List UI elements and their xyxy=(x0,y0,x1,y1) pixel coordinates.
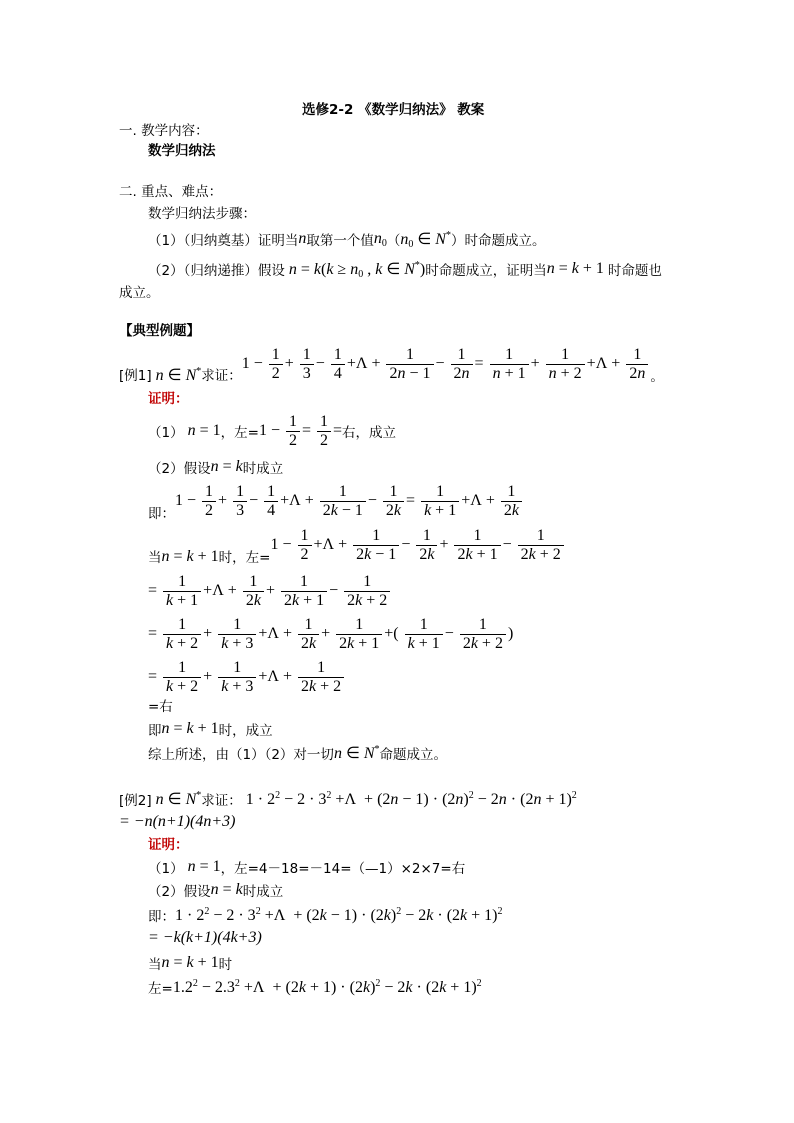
step2-text-b: 时命题成立，证明当 xyxy=(425,263,547,279)
math-base-case: 1 − $\frac{1}{2}$ = $\frac{1}{2}$ = xyxy=(258,412,343,449)
math-n-eq-k1-c: n = k + 1 xyxy=(161,954,219,971)
example2-step2 xyxy=(148,879,283,901)
summary-text-b: 命题成立。 xyxy=(379,747,448,763)
step1-line xyxy=(148,228,545,250)
ex2-step2-suffix: 时成立 xyxy=(242,884,284,900)
step2-line xyxy=(148,258,662,280)
ex2-ji-label: 即： xyxy=(148,909,175,925)
example1-derivation-1 xyxy=(148,570,392,612)
document-title: 选修2-2 《数学归纳法》 教案 xyxy=(302,102,485,118)
example2-lhs-line xyxy=(148,976,482,998)
math-derivation-1: = $\frac{1}{k + 1}$ +Λ + $\frac{1}{2k}$ + $\frac{1}{2k + 1}$ − $\frac{1}{2k + 2}$ xyxy=(148,573,392,610)
example1-eq-right: =右 xyxy=(148,699,173,715)
math-n-eq-k1-b: n = k + 1 xyxy=(161,720,219,737)
example1-prove: 求证： xyxy=(201,368,242,384)
math-n-eq-1-b: n = 1 xyxy=(187,858,221,875)
example2-step1 xyxy=(148,856,465,878)
example1-derivation-2 xyxy=(148,613,513,655)
math-inductive-lhs: 1 − $\frac{1}{2}$ +Λ + $\frac{1}{2k - 1}$ − $\frac{1}{2k}$ + $\frac{1}{2k + 1}$ − $\frac{1}{2k + 2}$ xyxy=(270,527,565,564)
step2-text-c: 时命题也 xyxy=(607,263,662,279)
section2-heading: 二. 重点、难点： xyxy=(119,184,223,200)
section1-content: 数学归纳法 xyxy=(148,143,216,159)
math-example2-lhs: $1 \cdot 2^2 - 2 \cdot 3^2 +\Lambda + (2n - 1) \cdot (2n)^2 - 2n \cdot (2n + 1)^2$ xyxy=(241,789,577,808)
math-hypothesis-k: 1 − $\frac{1}{2}$ + $\frac{1}{3}$ − $\frac{1}{4}$ +Λ + $\frac{1}{2k - 1}$ − $\frac{1}{2k}$ = $\frac{1}{k + 1}$ +Λ + $\frac{1}{2k}$ xyxy=(175,483,524,520)
step2-text-a: （2）（归纳递推）假设 xyxy=(148,263,285,279)
example1-hypothesis-line xyxy=(148,480,524,522)
step2-prefix: （2）假设 xyxy=(148,461,211,477)
math-n-eq-k1: n = k + 1 xyxy=(161,548,219,565)
ex2-step2-prefix: （2）假设 xyxy=(148,884,211,900)
math-derivation-2: = $\frac{1}{k + 2}$ + $\frac{1}{k + 3}$ +Λ + $\frac{1}{2k}$ + $\frac{1}{2k + 1}$ +( $\frac{1}{k + 1}$ − $\frac{1}{2k + 2}$ ) xyxy=(148,615,514,652)
example1-identity: 1 − $\frac{1}{2}$ + $\frac{1}{3}$ − $\frac{1}{4}$ +Λ + $\frac{1}{2n - 1}$ − $\frac{1}{2n}$ = $\frac{1}{n + 1}$ + $\frac{1}{n + 2}$ +Λ + $\frac{1}{2n}$ xyxy=(242,346,651,383)
example1-label: [例1] xyxy=(119,368,152,384)
math-n0: $n_0$ xyxy=(373,229,387,249)
math-n-eq-k-b: n = k xyxy=(210,881,243,898)
example1-step1 xyxy=(148,410,396,452)
paren-open: （ xyxy=(386,233,401,249)
step2-text-d: 成立。 xyxy=(119,285,160,301)
ex2-step1-prefix: （1） xyxy=(148,861,184,877)
math-n-eq-1: n = 1 xyxy=(187,422,221,439)
steps-intro: 数学归纳法步骤： xyxy=(148,206,256,222)
math-n: n xyxy=(298,230,307,247)
section1-heading: 一. 教学内容： xyxy=(119,123,209,139)
example1-statement xyxy=(119,343,664,385)
step1-left: ，左= xyxy=(220,425,259,441)
dang-label: 当 xyxy=(148,550,162,566)
example2-hypothesis xyxy=(148,904,503,926)
step1-text-a: （1）（归纳奠基）证明当 xyxy=(148,233,299,249)
example2-proof-label: 证明： xyxy=(148,837,189,853)
math-n-k1: n = k + 1 xyxy=(546,260,608,277)
example1-inductive-line xyxy=(148,524,566,566)
period: 。 xyxy=(650,369,664,385)
math-n-in-N: n ∈ N* xyxy=(155,366,202,384)
math-n0-in-N: $n_0$ ∈ N* xyxy=(400,229,451,250)
dang-suffix: 时，左= xyxy=(218,550,271,566)
example2-rhs2: = −k(k+1)(4k+3) xyxy=(148,929,262,946)
example1-proof-label: 证明： xyxy=(148,391,189,407)
step2-suffix: 时成立 xyxy=(242,461,284,477)
example1-conclusion xyxy=(148,718,273,740)
example2-prove: 求证： xyxy=(201,793,242,809)
example1-step2 xyxy=(148,456,283,478)
step1-prefix: （1） xyxy=(148,425,184,441)
step1-text-b: 取第一个值 xyxy=(306,233,374,249)
example2-statement xyxy=(119,788,577,810)
examples-heading: 【典型例题】 xyxy=(119,323,200,339)
ex2-dang-label: 当 xyxy=(148,957,162,973)
math-hypothesis: $n = k(k \ge n_0$ , k ∈ N*) xyxy=(288,259,426,280)
example1-derivation-3 xyxy=(148,656,346,698)
ex2-zuo-label: 左= xyxy=(148,981,173,997)
ex2-dang-suffix: 时 xyxy=(218,957,233,973)
ji-label: 即： xyxy=(148,506,175,522)
math-example2-lhs2: $1.2^2 - 2.3^2 +\Lambda + (2k + 1) \cdot (2k)^2 - 2k \cdot (2k + 1)^2$ xyxy=(172,977,482,996)
math-n-in-N-c: n ∈ N* xyxy=(155,790,202,808)
paren-close: ） xyxy=(450,233,465,249)
ji2-label: 即 xyxy=(148,723,162,739)
step1-text-c: 时命题成立。 xyxy=(464,233,546,249)
example1-summary xyxy=(148,742,447,764)
step1-right: 右，成立 xyxy=(342,425,397,441)
math-derivation-3: = $\frac{1}{k + 2}$ + $\frac{1}{k + 3}$ +Λ + $\frac{1}{2k + 2}$ xyxy=(148,659,346,696)
summary-text-a: 综上所述，由（1）（2）对一切 xyxy=(148,747,334,763)
example2-inductive xyxy=(148,952,232,974)
math-n-eq-k: n = k xyxy=(210,458,243,475)
ex2-step1-text: ，左=4－18=－14=（—1）×2×7=右 xyxy=(220,861,466,877)
math-example2-hyp: $1 \cdot 2^2 - 2 \cdot 3^2 +\Lambda + (2k - 1) \cdot (2k)^2 - 2k \cdot (2k + 1)^2$ xyxy=(175,905,503,924)
ji2-suffix: 时，成立 xyxy=(218,723,273,739)
math-n-in-N-b: n ∈ N* xyxy=(333,744,380,762)
example2-label: [例2] xyxy=(119,793,152,809)
example2-rhs: = −n(n+1)(4n+3) xyxy=(119,813,236,830)
